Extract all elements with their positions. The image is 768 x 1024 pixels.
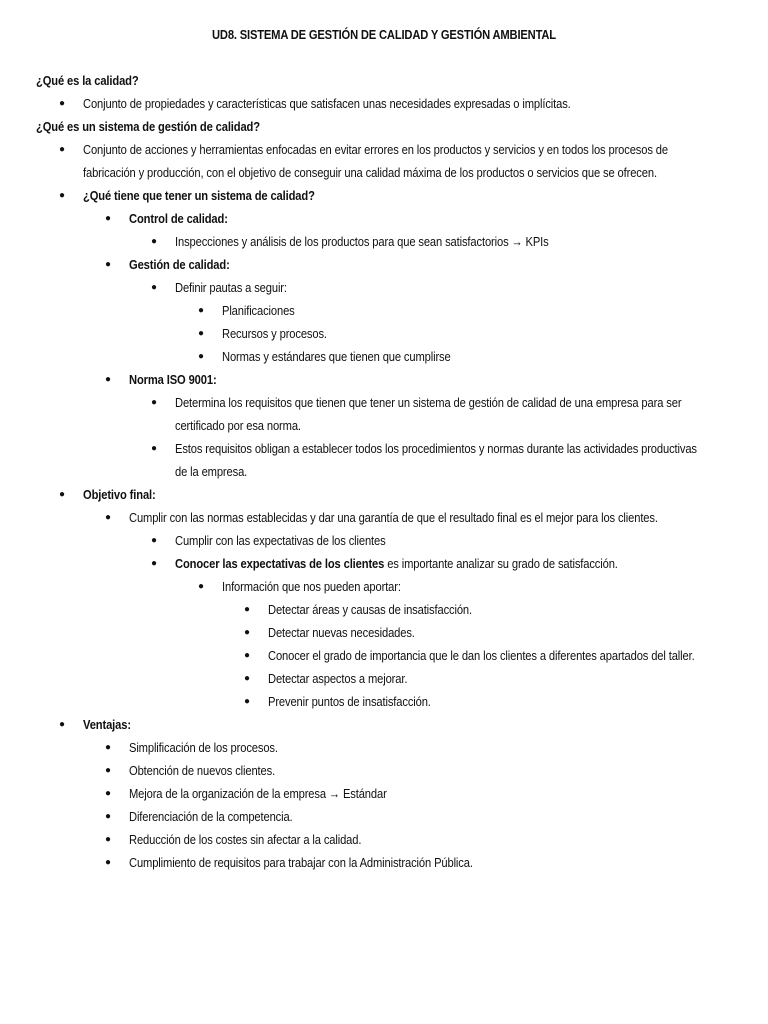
bullet-icon: ● [244, 650, 250, 661]
list-item-text: Cumplimiento de requisitos para trabajar con la Administración Pública. [129, 855, 473, 870]
list-item [0, 736, 768, 759]
heading-text: ¿Qué es un sistema de gestión de calidad? [36, 119, 260, 134]
bullet-icon: ● [198, 328, 204, 339]
bullet-icon: ● [59, 144, 65, 155]
list-item-text: Normas y estándares que tienen que cumplirse [222, 349, 451, 364]
list-item [0, 506, 768, 529]
list-item [0, 621, 768, 644]
bullet-icon: ● [59, 719, 65, 730]
list-item-text: Definir pautas a seguir: [175, 280, 287, 295]
bullet-icon: ● [59, 190, 65, 201]
bullet-icon: ● [151, 558, 157, 569]
list-item-text: Inspecciones y análisis de los productos para que sean satisfactorios → KPIs [175, 234, 549, 249]
list-item [0, 483, 768, 506]
bullet-icon: ● [105, 765, 111, 776]
bullet-icon: ● [151, 443, 157, 454]
emphasis-text: Conocer las expectativas de los clientes [175, 556, 385, 571]
list-item-text: Cumplir con las expectativas de los clientes [175, 533, 386, 548]
list-item-text: Ventajas: [83, 717, 131, 732]
list-item-text: Gestión de calidad: [129, 257, 230, 272]
list-item [0, 575, 768, 598]
bullet-icon: ● [244, 627, 250, 638]
section-heading-sistema [0, 115, 768, 138]
bullet-icon: ● [198, 581, 204, 592]
list-item-text: Conjunto de propiedades y características que satisfacen unas necesidades expresadas o implícitas. [83, 96, 571, 111]
section-heading-calidad [0, 69, 768, 92]
list-item [0, 644, 768, 667]
list-item-text: Reducción de los costes sin afectar a la calidad. [129, 832, 362, 847]
list-item-text: Detectar áreas y causas de insatisfacción. [268, 602, 473, 617]
list-item [0, 230, 768, 253]
list-item [0, 138, 768, 161]
list-item [0, 529, 768, 552]
bullet-icon: ● [151, 535, 157, 546]
list-item-text: Cumplir con las normas establecidas y dar una garantía de que el resultado final es el mejor para los clientes. [129, 510, 658, 525]
document-title: UD8. SISTEMA DE GESTIÓN DE CALIDAD Y GESTIÓN AMBIENTAL [212, 27, 556, 42]
bullet-icon: ● [105, 834, 111, 845]
bullet-icon: ● [151, 236, 157, 247]
list-item-text: Norma ISO 9001: [129, 372, 217, 387]
list-item [0, 207, 768, 230]
list-item-text: Estos requisitos obligan a establecer todos los procedimientos y normas durante las actividades productivas [175, 441, 697, 456]
list-item [0, 759, 768, 782]
list-item-text: Determina los requisitos que tienen que tener un sistema de gestión de calidad de una empresa para ser [175, 395, 682, 410]
document-body [0, 69, 768, 874]
bullet-icon: ● [59, 98, 65, 109]
list-item-text: ¿Qué tiene que tener un sistema de calidad? [83, 188, 315, 203]
bullet-icon: ● [244, 696, 250, 707]
bullet-icon: ● [105, 857, 111, 868]
heading-text: ¿Qué es la calidad? [36, 73, 139, 88]
list-item-text: Detectar nuevas necesidades. [268, 625, 415, 640]
bullet-icon: ● [105, 259, 111, 270]
list-item [0, 690, 768, 713]
list-item-text: Diferenciación de la competencia. [129, 809, 293, 824]
list-item-text [175, 552, 618, 575]
bullet-icon: ● [105, 742, 111, 753]
plain-text: es importante analizar su grado de satisfacción. [384, 556, 618, 571]
list-item [0, 345, 768, 368]
list-item [0, 782, 768, 805]
bullet-icon: ● [198, 351, 204, 362]
list-item-text: Prevenir puntos de insatisfacción. [268, 694, 431, 709]
bullet-icon: ● [151, 282, 157, 293]
list-item-text: Control de calidad: [129, 211, 228, 226]
bullet-icon: ● [105, 213, 111, 224]
list-item-text: de la empresa. [175, 464, 248, 479]
list-item [0, 851, 768, 874]
list-item [0, 276, 768, 299]
list-item-text: Conjunto de acciones y herramientas enfocadas en evitar errores en los productos y servicios y en todos los procesos de [83, 142, 668, 157]
list-item [0, 391, 768, 414]
list-item-text: Detectar aspectos a mejorar. [268, 671, 408, 686]
bullet-icon: ● [105, 811, 111, 822]
list-item [0, 437, 768, 460]
bullet-icon: ● [105, 788, 111, 799]
list-item-text: fabricación y producción, con el objetivo de conseguir una calidad máxima de los productos o servicios que se ofrecen. [83, 165, 657, 180]
list-item [0, 805, 768, 828]
list-item [0, 368, 768, 391]
bullet-icon: ● [59, 489, 65, 500]
bullet-icon: ● [244, 604, 250, 615]
list-item-text: Mejora de la organización de la empresa → Estándar [129, 786, 387, 801]
list-item [0, 184, 768, 207]
bullet-icon: ● [105, 374, 111, 385]
bullet-icon: ● [198, 305, 204, 316]
list-item-text: Planificaciones [222, 303, 295, 318]
list-item [0, 322, 768, 345]
bullet-icon: ● [105, 512, 111, 523]
list-item-text: Simplificación de los procesos. [129, 740, 278, 755]
list-item [0, 253, 768, 276]
list-item-text: Objetivo final: [83, 487, 156, 502]
list-item [0, 828, 768, 851]
list-item [0, 667, 768, 690]
list-item-text: Información que nos pueden aportar: [222, 579, 401, 594]
bullet-icon: ● [244, 673, 250, 684]
list-item-continuation [0, 161, 768, 184]
bullet-icon: ● [151, 397, 157, 408]
list-item [0, 598, 768, 621]
list-item-continuation [0, 414, 768, 437]
list-item [0, 299, 768, 322]
list-item-text: Conocer el grado de importancia que le dan los clientes a diferentes apartados del taller. [268, 648, 695, 663]
list-item-text: Recursos y procesos. [222, 326, 327, 341]
list-item-continuation [0, 460, 768, 483]
list-item [0, 552, 768, 575]
list-item-text: certificado por esa norma. [175, 418, 301, 433]
list-item-text: Obtención de nuevos clientes. [129, 763, 276, 778]
list-item [0, 92, 768, 115]
list-item [0, 713, 768, 736]
